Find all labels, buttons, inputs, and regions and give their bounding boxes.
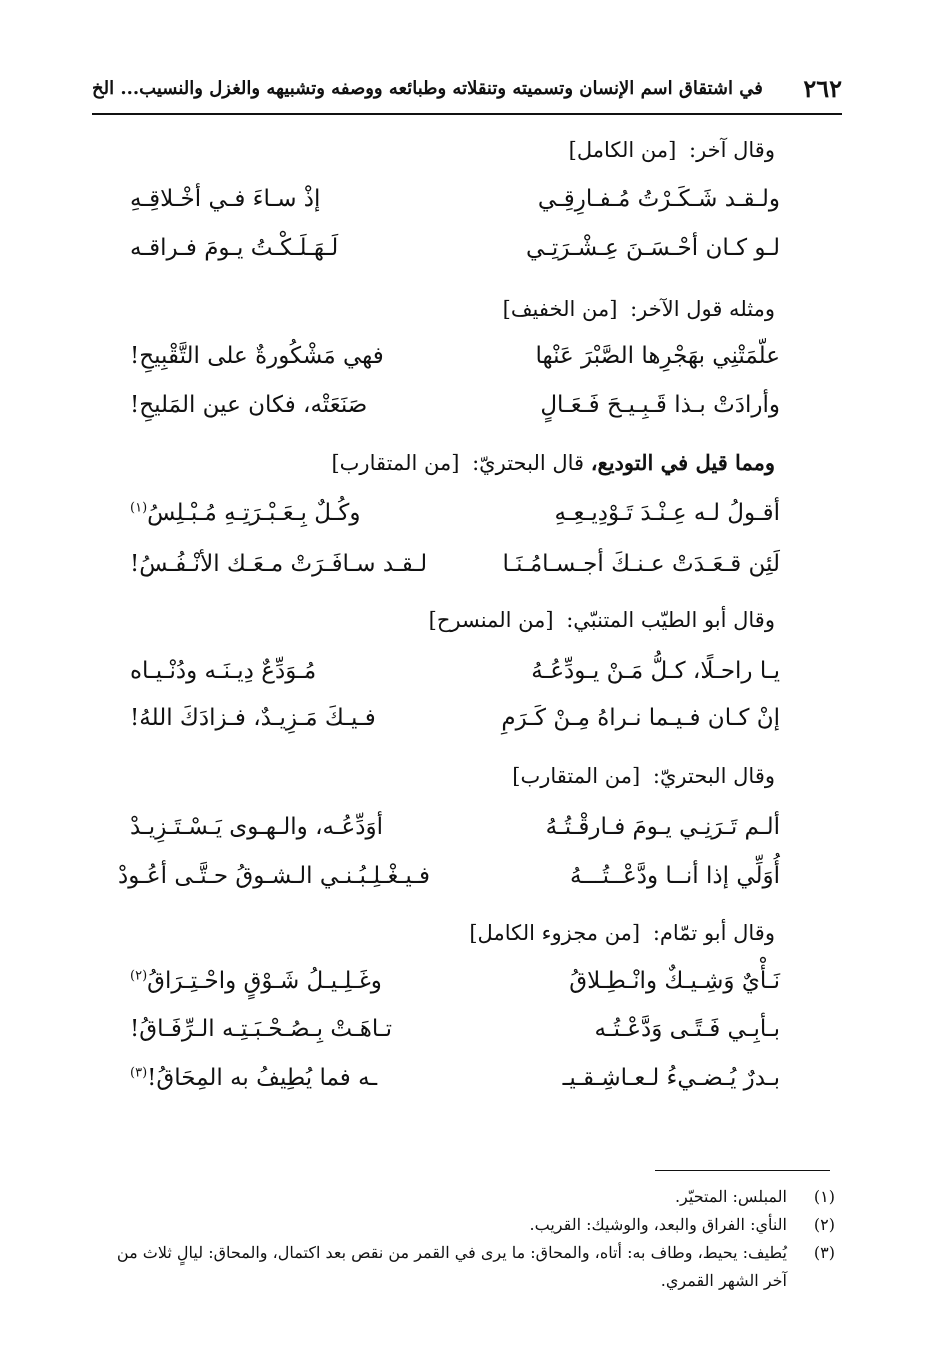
footnotes <box>100 1183 835 1295</box>
intro-line <box>75 756 775 796</box>
footnote-number: (١) <box>813 1187 835 1206</box>
first-hemistich: لَئِن قـعَـدَتْ عـنـكَ أجـسـامُـنَـا <box>502 551 780 577</box>
verse-line <box>130 543 780 585</box>
section-heading: ومما قيل في التوديع، <box>590 450 775 475</box>
second-hemistich: أوَدِّعُـه، والـهـوى يَـسْـتَـزِيـدْ <box>130 814 384 840</box>
running-title: في اشتقاق اسم الإنسان وتسميته وتنقلاته وطبائعه ووصفه وتشبيهه والغزل والنسيب... الخ <box>92 77 763 99</box>
verse-line <box>130 1057 780 1099</box>
intro-text: وقال البحتريّ: <box>652 764 775 788</box>
second-hemistich: فهي مَشْكُورةٌ على التَّقْبِيحِ! <box>130 343 384 369</box>
verse-line <box>130 178 780 220</box>
verse-line <box>130 227 780 269</box>
footnote-text: يُطيف: يحيط، وطاف به: أتاه، والمحاق: ما يرى في القمر من نقص بعد اكتمال، والمحاق: ليالٍ ثلاث من آخر الشهر القمري. <box>116 1243 787 1290</box>
meter-label: [من مجزوء الكامل] <box>469 921 641 945</box>
meter-label: [من الخفيف] <box>502 297 618 321</box>
intro-text: وقال أبو تمّام: <box>652 921 775 945</box>
intro-line <box>75 913 775 953</box>
verse-line <box>130 335 780 377</box>
hemistich-text: وغَـلِـيـلُ شَـوْقٍ واحْـتِـرَاقُ <box>147 968 382 994</box>
second-hemistich <box>130 1065 430 1091</box>
second-hemistich: مُـوَدِّعٌ دِيـنَـه ودُنْـيـاه <box>130 658 317 684</box>
meter-label: [من المنسرح] <box>428 608 554 632</box>
second-hemistich: فـيـكَ مَـزِيـدٌ، فـزادَكَ اللهُ! <box>130 705 376 731</box>
verse-line <box>118 855 780 897</box>
second-hemistich <box>130 500 430 526</box>
first-hemistich: أُوَلِّي إذا أنــا ودَّعْــتُـــهُ <box>570 863 780 889</box>
footnote-divider <box>655 1170 830 1171</box>
hemistich-text: وكُـلٌ بِـعَـبْـرَتِـهِ مُـبْـلِسُ <box>147 500 361 526</box>
first-hemistich: وأرادَتْ بـذا قَـبِـيـحَ فَـعَـالٍ <box>540 392 780 418</box>
footnote-marker: (٢) <box>130 968 148 984</box>
verse-line <box>130 806 780 848</box>
first-hemistich: نَـأْيٌ وَشِـيـكٌ وانْـطِـلاقُ <box>569 968 780 994</box>
verse-line <box>130 492 780 534</box>
intro-text: قال البحتريّ: <box>472 451 585 475</box>
first-hemistich: لـو كـان أحْـسَـنَ عِـشْـرَتِـي <box>526 235 780 261</box>
footnote <box>100 1239 835 1295</box>
page-number: ٢٦٢ <box>803 73 842 103</box>
header-divider <box>92 113 842 115</box>
first-hemistich: إنْ كـان فـيـما نـراهُ مِـنْ كَـرَمِ <box>501 705 780 731</box>
footnote <box>100 1211 835 1239</box>
footnote-marker: (٣) <box>130 1065 148 1081</box>
verse-line <box>130 384 780 426</box>
intro-text: وقال آخر: <box>689 138 775 162</box>
first-hemistich: ألـم تَـرَنِـي يـومَ فـارقْـتُـهُ <box>545 814 780 840</box>
verse-line <box>130 697 780 739</box>
footnote <box>100 1183 835 1211</box>
verse-line <box>130 650 780 692</box>
hemistich-text: ـه فما يُطِيفُ به المِحَاقُ! <box>147 1065 378 1091</box>
footnote-number: (٣) <box>813 1243 835 1262</box>
first-hemistich: أقـولُ لـه عِـنْـدَ تَـوْدِيـعِـهِ <box>554 500 780 526</box>
meter-label: [من المتقارب] <box>512 764 641 788</box>
intro-line <box>75 443 775 483</box>
footnote-text: المبلس: المتحيّر. <box>674 1187 787 1206</box>
intro-line <box>75 600 775 640</box>
second-hemistich: صَنَعَتْه، فكان عين المَليحِ! <box>130 392 368 418</box>
intro-line <box>75 130 775 170</box>
intro-line <box>75 289 775 329</box>
first-hemistich: يـا راحـلًا، كـلُّ مَـنْ يـودِّعُـهُ <box>531 658 780 684</box>
meter-label: [من الكامل] <box>568 138 677 162</box>
second-hemistich: إذْ سـاءَ فـي أخْـلاقِـهِ <box>130 186 321 212</box>
second-hemistich: فـيـغْـلِـبُـنـي الـشـوقُ حـتَّـى أعُـودْ <box>118 863 430 889</box>
first-hemistich: بـأبِـي فَـتًـى وَدَّعْـتُـه <box>594 1016 780 1042</box>
verse-line <box>130 960 780 1002</box>
first-hemistich: ولـقـد شَـكَـرْتُ مُـفـارِقِـي <box>537 186 780 212</box>
first-hemistich: علّمَتْنِي بهَجْرِها الصَّبْرَ عَنْها <box>535 343 780 369</box>
intro-text: وقال أبو الطيّب المتنبّي: <box>566 608 775 632</box>
second-hemistich: لَـهَـلَـكْـتُ يـومَ فـراقـه <box>130 235 339 261</box>
meter-label: [من المتقارب] <box>331 451 460 475</box>
second-hemistich: لـقـد سـافَـرَتْ مـعَـك الأنْـفُـسُ! <box>130 551 428 577</box>
page-header <box>92 68 842 108</box>
first-hemistich: بـدرٌ يُـضـيءُ لـعـاشِـقـيـ <box>562 1065 780 1091</box>
footnote-text: النأي: الفراق والبعد، والوشيك: القريب. <box>529 1215 787 1234</box>
second-hemistich <box>130 968 430 994</box>
footnote-marker: (١) <box>130 500 148 516</box>
second-hemistich: تـاهَـتْ بِـصُـحْـبَـتِـه الـرِّفَـاقُ! <box>130 1016 392 1042</box>
footnote-number: (٢) <box>813 1215 835 1234</box>
intro-text: ومثله قول الآخر: <box>630 297 775 321</box>
verse-line <box>130 1008 780 1050</box>
